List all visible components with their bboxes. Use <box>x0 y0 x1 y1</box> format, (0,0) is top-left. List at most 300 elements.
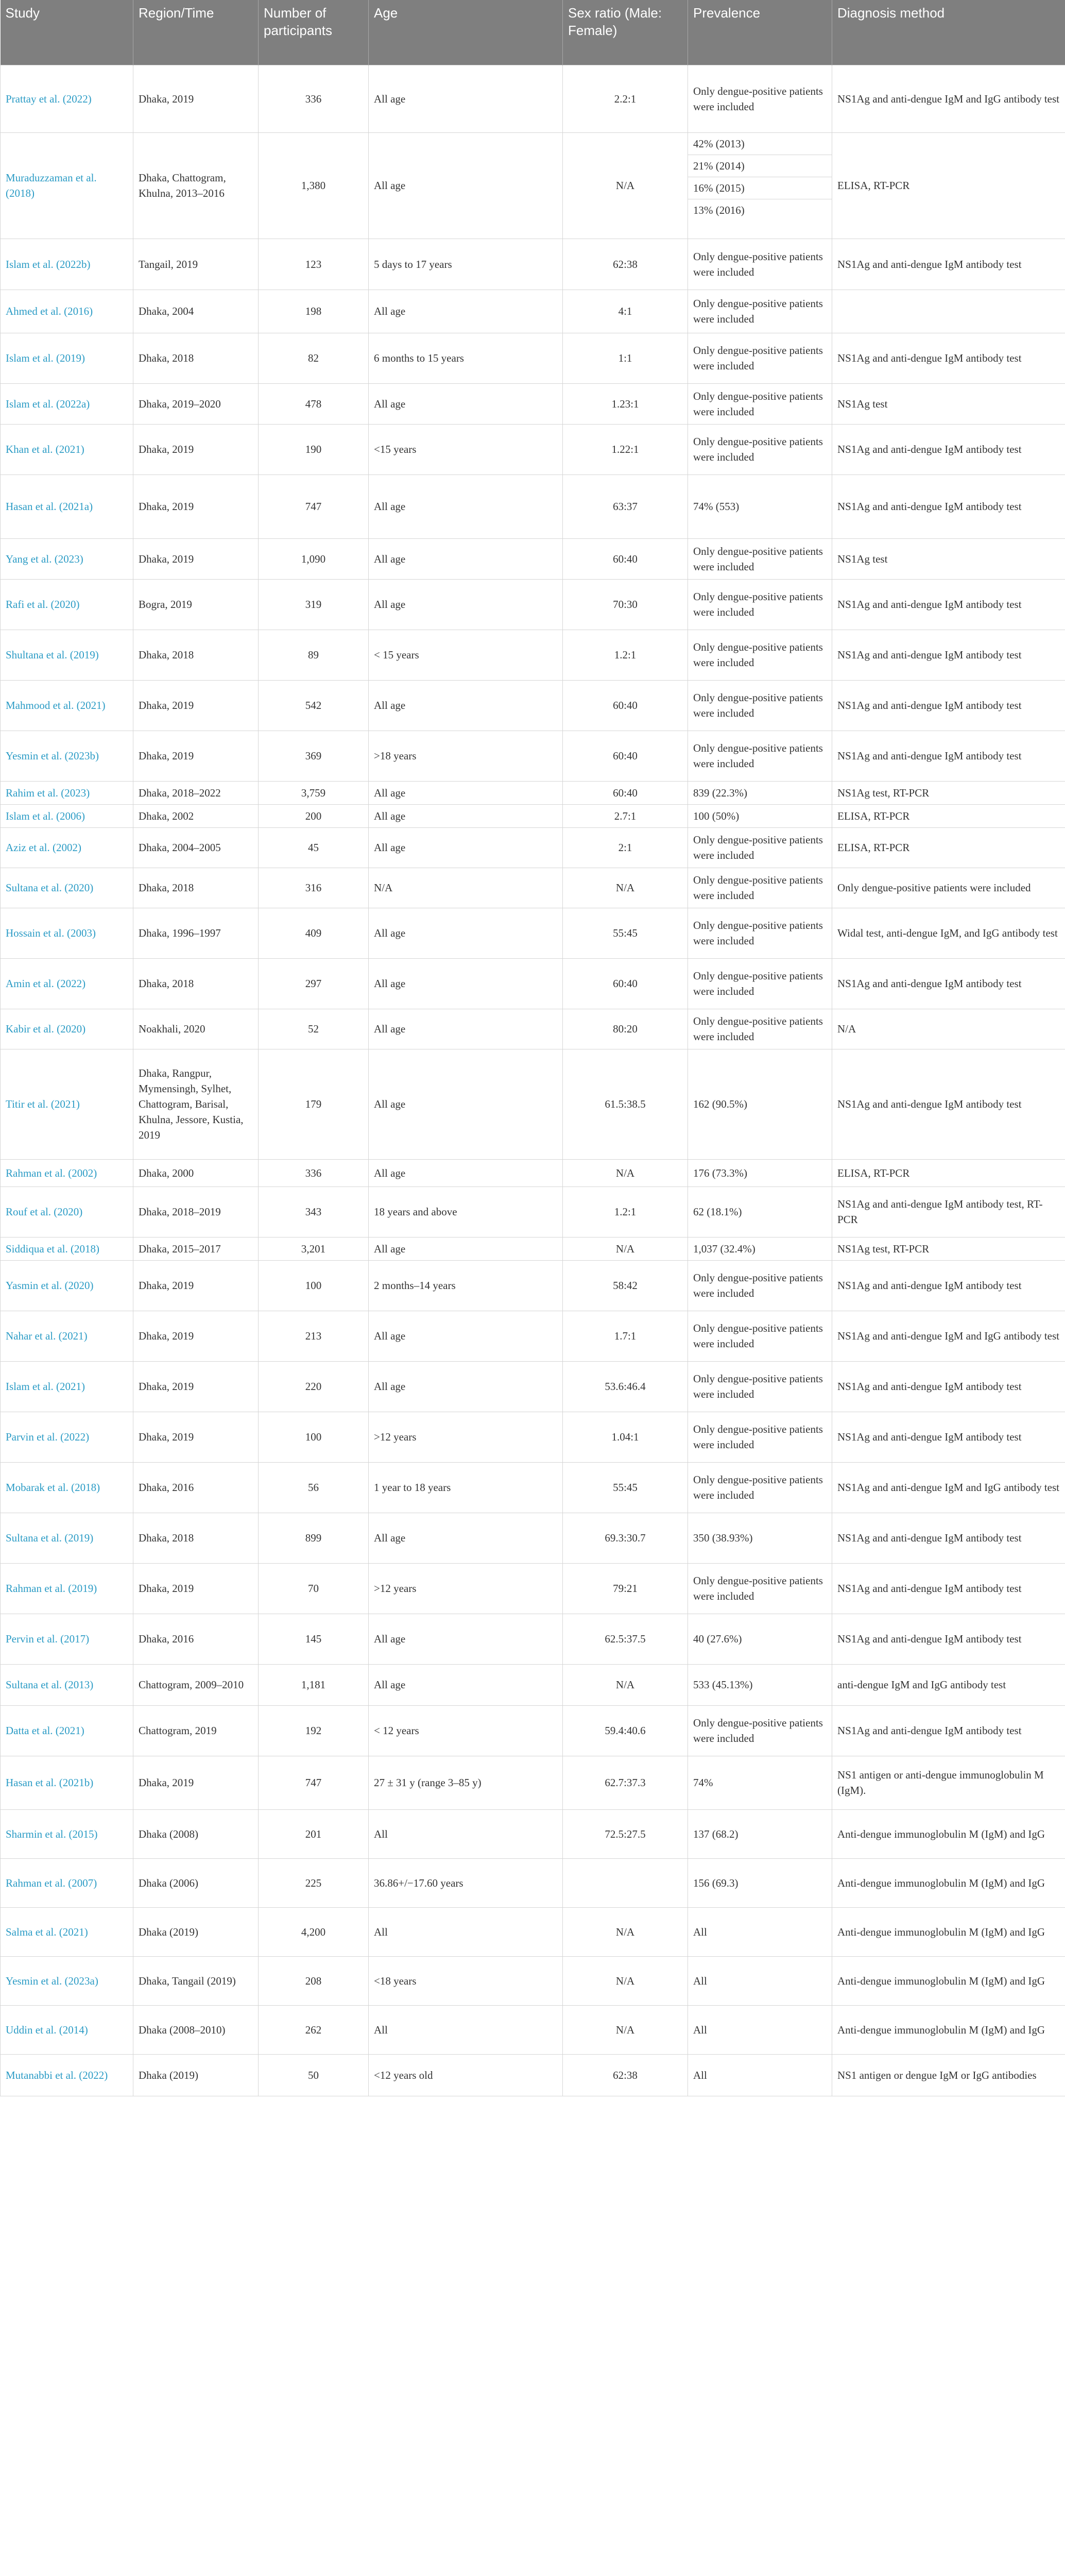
header-participants: Number of participants <box>259 0 369 65</box>
sex-ratio-cell: 70:30 <box>563 579 688 630</box>
prevalence-cell: Only dengue-positive patients were included <box>688 333 832 383</box>
region-time-cell: Dhaka, 2019 <box>133 424 259 474</box>
table-row <box>1 1614 1065 1664</box>
age-cell: 6 months to 15 years <box>369 333 563 383</box>
study-citation-link[interactable]: Rahman et al. (2019) <box>1 1563 133 1614</box>
diagnosis-method-cell: Anti-dengue immunoglobulin M (IgM) and IgG <box>832 2005 1065 2054</box>
table-row <box>1 538 1065 579</box>
region-time-cell: Dhaka, 2019 <box>133 1563 259 1614</box>
study-citation-link[interactable]: Datta et al. (2021) <box>1 1705 133 1756</box>
sex-ratio-cell: 62:38 <box>563 239 688 290</box>
table-row <box>1 239 1065 290</box>
sex-ratio-cell: 62.7:37.3 <box>563 1756 688 1809</box>
table-row <box>1 579 1065 630</box>
sex-ratio-cell: N/A <box>563 1237 688 1260</box>
prevalence-cell: Only dengue-positive patients were included <box>688 827 832 868</box>
prevalence-cell: 74% <box>688 1756 832 1809</box>
study-citation-link[interactable]: Titir et al. (2021) <box>1 1049 133 1159</box>
prevalence-subcell: 42% (2013) <box>688 133 832 155</box>
sex-ratio-cell: N/A <box>563 1664 688 1705</box>
participants-cell: 409 <box>259 908 369 958</box>
prevalence-cell: Only dengue-positive patients were included <box>688 383 832 424</box>
participants-cell: 369 <box>259 731 369 781</box>
study-citation-link[interactable]: Hossain et al. (2003) <box>1 908 133 958</box>
region-time-cell: Bogra, 2019 <box>133 579 259 630</box>
diagnosis-method-cell: NS1Ag and anti-dengue IgM antibody test <box>832 1513 1065 1563</box>
table-row <box>1 868 1065 908</box>
diagnosis-method-cell: NS1Ag and anti-dengue IgM antibody test <box>832 1049 1065 1159</box>
diagnosis-method-cell: ELISA, RT-PCR <box>832 804 1065 827</box>
prevalence-cell: All <box>688 1956 832 2005</box>
region-time-cell: Dhaka, 2016 <box>133 1462 259 1513</box>
region-time-cell: Dhaka, 2019 <box>133 538 259 579</box>
diagnosis-method-cell: NS1Ag and anti-dengue IgM antibody test <box>832 680 1065 731</box>
table-row <box>1 1260 1065 1311</box>
table-row <box>1 1907 1065 1956</box>
participants-cell: 336 <box>259 1159 369 1187</box>
diagnosis-method-cell: anti-dengue IgM and IgG antibody test <box>832 1664 1065 1705</box>
prevalence-cell: Only dengue-positive patients were included <box>688 731 832 781</box>
table-row <box>1 1664 1065 1705</box>
participants-cell: 478 <box>259 383 369 424</box>
diagnosis-method-cell: NS1Ag and anti-dengue IgM and IgG antibody test <box>832 1311 1065 1361</box>
region-time-cell: Dhaka (2019) <box>133 1907 259 1956</box>
prevalence-cell: Only dengue-positive patients were included <box>688 65 832 132</box>
diagnosis-method-cell: NS1Ag and anti-dengue IgM and IgG antibody test <box>832 65 1065 132</box>
prevalence-cell: 162 (90.5%) <box>688 1049 832 1159</box>
prevalence-cell: 62 (18.1%) <box>688 1187 832 1237</box>
table-row <box>1 290 1065 333</box>
region-time-cell: Dhaka, 2004–2005 <box>133 827 259 868</box>
participants-cell: 89 <box>259 630 369 680</box>
table-row <box>1 630 1065 680</box>
participants-cell: 542 <box>259 680 369 731</box>
prevalence-cell: Only dengue-positive patients were included <box>688 290 832 333</box>
table-row <box>1 1705 1065 1756</box>
region-time-cell: Dhaka, 2019 <box>133 1311 259 1361</box>
participants-cell: 70 <box>259 1563 369 1614</box>
prevalence-cell: Only dengue-positive patients were included <box>688 239 832 290</box>
age-cell: All age <box>369 1237 563 1260</box>
participants-cell: 3,759 <box>259 781 369 804</box>
participants-cell: 190 <box>259 424 369 474</box>
participants-cell: 50 <box>259 2054 369 2096</box>
prevalence-subcell: 16% (2015) <box>688 177 832 199</box>
table-row <box>1 1462 1065 1513</box>
participants-cell: 747 <box>259 1756 369 1809</box>
prevalence-cell: Only dengue-positive patients were included <box>688 958 832 1009</box>
prevalence-cell: All <box>688 2054 832 2096</box>
sex-ratio-cell: 80:20 <box>563 1009 688 1049</box>
participants-cell: 208 <box>259 1956 369 2005</box>
region-time-cell: Dhaka, 2019 <box>133 1260 259 1311</box>
sex-ratio-cell: 1.23:1 <box>563 383 688 424</box>
prevalence-cell: Only dengue-positive patients were included <box>688 868 832 908</box>
region-time-cell: Dhaka, 2019–2020 <box>133 383 259 424</box>
study-citation-link[interactable]: Islam et al. (2022a) <box>1 383 133 424</box>
sex-ratio-cell: 59.4:40.6 <box>563 1705 688 1756</box>
table-row <box>1 1159 1065 1187</box>
region-time-cell: Dhaka, 2018–2022 <box>133 781 259 804</box>
sex-ratio-cell: 62.5:37.5 <box>563 1614 688 1664</box>
table-row <box>1 804 1065 827</box>
diagnosis-method-cell: NS1Ag test, RT-PCR <box>832 781 1065 804</box>
study-citation-link[interactable]: Ahmed et al. (2016) <box>1 290 133 333</box>
prevalence-cell: 74% (553) <box>688 474 832 538</box>
study-citation-link[interactable]: Kabir et al. (2020) <box>1 1009 133 1049</box>
study-citation-link[interactable]: Islam et al. (2021) <box>1 1361 133 1412</box>
diagnosis-method-cell: NS1Ag and anti-dengue IgM antibody test, RT-PCR <box>832 1187 1065 1237</box>
table-row <box>1 1237 1065 1260</box>
table-row <box>1 1858 1065 1907</box>
region-time-cell: Dhaka, 2018–2019 <box>133 1187 259 1237</box>
participants-cell: 145 <box>259 1614 369 1664</box>
header-age: Age <box>369 0 563 65</box>
sex-ratio-cell: 72.5:27.5 <box>563 1809 688 1858</box>
participants-cell: 747 <box>259 474 369 538</box>
study-citation-link[interactable]: Shultana et al. (2019) <box>1 630 133 680</box>
age-cell: N/A <box>369 868 563 908</box>
region-time-cell: Dhaka (2006) <box>133 1858 259 1907</box>
diagnosis-method-cell: ELISA, RT-PCR <box>832 132 1065 239</box>
age-cell: 36.86+/−17.60 years <box>369 1858 563 1907</box>
age-cell: All age <box>369 579 563 630</box>
region-time-cell: Dhaka, 2018 <box>133 868 259 908</box>
table-row <box>1 1009 1065 1049</box>
region-time-cell: Dhaka, 2019 <box>133 1412 259 1462</box>
participants-cell: 220 <box>259 1361 369 1412</box>
study-citation-link[interactable]: Mobarak et al. (2018) <box>1 1462 133 1513</box>
region-time-cell: Dhaka, 2018 <box>133 1513 259 1563</box>
region-time-cell: Dhaka, 2019 <box>133 1361 259 1412</box>
participants-cell: 201 <box>259 1809 369 1858</box>
table-row <box>1 1956 1065 2005</box>
diagnosis-method-cell: NS1 antigen or anti-dengue immunoglobulin M (IgM). <box>832 1756 1065 1809</box>
table-body <box>1 65 1065 2096</box>
age-cell: All age <box>369 1009 563 1049</box>
diagnosis-method-cell: NS1Ag and anti-dengue IgM antibody test <box>832 630 1065 680</box>
study-citation-link[interactable]: Sultana et al. (2019) <box>1 1513 133 1563</box>
study-citation-link[interactable]: Siddiqua et al. (2018) <box>1 1237 133 1260</box>
sex-ratio-cell: N/A <box>563 2005 688 2054</box>
prevalence-cell: Only dengue-positive patients were included <box>688 630 832 680</box>
prevalence-cell: 350 (38.93%) <box>688 1513 832 1563</box>
age-cell: All age <box>369 1614 563 1664</box>
study-citation-link[interactable]: Uddin et al. (2014) <box>1 2005 133 2054</box>
participants-cell: 319 <box>259 579 369 630</box>
participants-cell: 213 <box>259 1311 369 1361</box>
study-citation-link[interactable]: Islam et al. (2006) <box>1 804 133 827</box>
diagnosis-method-cell: NS1Ag and anti-dengue IgM antibody test <box>832 424 1065 474</box>
prevalence-cell: Only dengue-positive patients were included <box>688 424 832 474</box>
study-citation-link[interactable]: Rahman et al. (2002) <box>1 1159 133 1187</box>
sex-ratio-cell <box>563 1858 688 1907</box>
diagnosis-method-cell: NS1Ag and anti-dengue IgM antibody test <box>832 239 1065 290</box>
age-cell: < 12 years <box>369 1705 563 1756</box>
age-cell: All age <box>369 474 563 538</box>
region-time-cell: Dhaka, 2018 <box>133 630 259 680</box>
age-cell: All age <box>369 781 563 804</box>
participants-cell: 82 <box>259 333 369 383</box>
sex-ratio-cell: 60:40 <box>563 731 688 781</box>
participants-cell: 4,200 <box>259 1907 369 1956</box>
sex-ratio-cell: 53.6:46.4 <box>563 1361 688 1412</box>
participants-cell: 1,181 <box>259 1664 369 1705</box>
prevalence-cell: All <box>688 2005 832 2054</box>
study-citation-link[interactable]: Rafi et al. (2020) <box>1 579 133 630</box>
age-cell: < 15 years <box>369 630 563 680</box>
diagnosis-method-cell: Widal test, anti-dengue IgM, and IgG antibody test <box>832 908 1065 958</box>
age-cell: 5 days to 17 years <box>369 239 563 290</box>
study-citation-link[interactable]: Prattay et al. (2022) <box>1 65 133 132</box>
age-cell: All <box>369 1809 563 1858</box>
table-row <box>1 2054 1065 2096</box>
diagnosis-method-cell: Anti-dengue immunoglobulin M (IgM) and IgG <box>832 1809 1065 1858</box>
age-cell: All age <box>369 1159 563 1187</box>
table-row <box>1 474 1065 538</box>
participants-cell: 1,090 <box>259 538 369 579</box>
study-citation-link[interactable]: Khan et al. (2021) <box>1 424 133 474</box>
study-citation-link[interactable]: Muraduzzaman et al. (2018) <box>1 132 133 239</box>
study-citation-link[interactable]: Yasmin et al. (2020) <box>1 1260 133 1311</box>
region-time-cell: Dhaka, 2019 <box>133 731 259 781</box>
sex-ratio-cell: 62:38 <box>563 2054 688 2096</box>
sex-ratio-cell: 55:45 <box>563 1462 688 1513</box>
table-row <box>1 333 1065 383</box>
age-cell: All <box>369 1907 563 1956</box>
diagnosis-method-cell: NS1Ag and anti-dengue IgM antibody test <box>832 1705 1065 1756</box>
sex-ratio-cell: 58:42 <box>563 1260 688 1311</box>
age-cell: All age <box>369 827 563 868</box>
study-citation-link[interactable]: Pervin et al. (2017) <box>1 1614 133 1664</box>
age-cell: All age <box>369 680 563 731</box>
age-cell: 1 year to 18 years <box>369 1462 563 1513</box>
participants-cell: 899 <box>259 1513 369 1563</box>
participants-cell: 262 <box>259 2005 369 2054</box>
age-cell: >12 years <box>369 1412 563 1462</box>
study-citation-link[interactable]: Amin et al. (2022) <box>1 958 133 1009</box>
table-row <box>1 827 1065 868</box>
prevalence-subcell: 13% (2016) <box>693 204 745 216</box>
sex-ratio-cell: 60:40 <box>563 538 688 579</box>
sex-ratio-cell: 2.2:1 <box>563 65 688 132</box>
participants-cell: 198 <box>259 290 369 333</box>
study-citation-link[interactable]: Rahman et al. (2007) <box>1 1858 133 1907</box>
table-row <box>1 2005 1065 2054</box>
header-sex-ratio: Sex ratio (Male: Female) <box>563 0 688 65</box>
region-time-cell: Dhaka, 2004 <box>133 290 259 333</box>
header-study: Study <box>1 0 133 65</box>
age-cell: <18 years <box>369 1956 563 2005</box>
diagnosis-method-cell: Anti-dengue immunoglobulin M (IgM) and IgG <box>832 1956 1065 2005</box>
study-citation-link[interactable]: Salma et al. (2021) <box>1 1907 133 1956</box>
sex-ratio-cell: 1.22:1 <box>563 424 688 474</box>
age-cell: <12 years old <box>369 2054 563 2096</box>
participants-cell: 123 <box>259 239 369 290</box>
participants-cell: 45 <box>259 827 369 868</box>
sex-ratio-cell: 60:40 <box>563 680 688 731</box>
prevalence-cell: Only dengue-positive patients were included <box>688 1361 832 1412</box>
prevalence-cell <box>688 132 832 239</box>
sex-ratio-cell: 2.7:1 <box>563 804 688 827</box>
age-cell: All age <box>369 958 563 1009</box>
participants-cell: 192 <box>259 1705 369 1756</box>
prevalence-cell: Only dengue-positive patients were included <box>688 1705 832 1756</box>
sex-ratio-cell: 61.5:38.5 <box>563 1049 688 1159</box>
age-cell: All age <box>369 1664 563 1705</box>
region-time-cell: Noakhali, 2020 <box>133 1009 259 1049</box>
diagnosis-method-cell: NS1Ag and anti-dengue IgM antibody test <box>832 958 1065 1009</box>
prevalence-cell: Only dengue-positive patients were included <box>688 1412 832 1462</box>
table-row <box>1 731 1065 781</box>
region-time-cell: Chattogram, 2019 <box>133 1705 259 1756</box>
table-row <box>1 1809 1065 1858</box>
header-prevalence: Prevalence <box>688 0 832 65</box>
region-time-cell: Dhaka, 2002 <box>133 804 259 827</box>
study-citation-link[interactable]: Hasan et al. (2021a) <box>1 474 133 538</box>
sex-ratio-cell: 55:45 <box>563 908 688 958</box>
diagnosis-method-cell: Anti-dengue immunoglobulin M (IgM) and IgG <box>832 1907 1065 1956</box>
sex-ratio-cell: 4:1 <box>563 290 688 333</box>
table-row <box>1 132 1065 239</box>
sex-ratio-cell: 69.3:30.7 <box>563 1513 688 1563</box>
region-time-cell: Dhaka, 2019 <box>133 1756 259 1809</box>
region-time-cell: Dhaka, 2015–2017 <box>133 1237 259 1260</box>
diagnosis-method-cell: ELISA, RT-PCR <box>832 827 1065 868</box>
prevalence-cell: Only dengue-positive patients were included <box>688 1462 832 1513</box>
region-time-cell: Dhaka, 2019 <box>133 65 259 132</box>
study-citation-link[interactable]: Rahim et al. (2023) <box>1 781 133 804</box>
age-cell: 27 ± 31 y (range 3–85 y) <box>369 1756 563 1809</box>
prevalence-cell: All <box>688 1907 832 1956</box>
diagnosis-method-cell <box>832 290 1065 333</box>
table-row <box>1 1361 1065 1412</box>
sex-ratio-cell: N/A <box>563 868 688 908</box>
sex-ratio-cell: 60:40 <box>563 781 688 804</box>
prevalence-subcell: 21% (2014) <box>688 155 832 177</box>
sex-ratio-cell: 2:1 <box>563 827 688 868</box>
age-cell: 18 years and above <box>369 1187 563 1237</box>
study-citation-link[interactable]: Islam et al. (2019) <box>1 333 133 383</box>
table-row <box>1 1513 1065 1563</box>
prevalence-cell: Only dengue-positive patients were included <box>688 538 832 579</box>
age-cell: All age <box>369 383 563 424</box>
diagnosis-method-cell: NS1Ag and anti-dengue IgM antibody test <box>832 731 1065 781</box>
sex-ratio-cell: 1.2:1 <box>563 1187 688 1237</box>
participants-cell: 225 <box>259 1858 369 1907</box>
header-region: Region/Time <box>133 0 259 65</box>
diagnosis-method-cell: Only dengue-positive patients were included <box>832 868 1065 908</box>
participants-cell: 3,201 <box>259 1237 369 1260</box>
table-row <box>1 680 1065 731</box>
study-citation-link[interactable]: Sultana et al. (2013) <box>1 1664 133 1705</box>
table-row <box>1 1187 1065 1237</box>
study-citation-link[interactable]: Sharmin et al. (2015) <box>1 1809 133 1858</box>
region-time-cell: Tangail, 2019 <box>133 239 259 290</box>
prevalence-cell: 137 (68.2) <box>688 1809 832 1858</box>
age-cell: All age <box>369 1361 563 1412</box>
diagnosis-method-cell: NS1Ag and anti-dengue IgM and IgG antibody test <box>832 1462 1065 1513</box>
age-cell: 2 months–14 years <box>369 1260 563 1311</box>
study-citation-link[interactable]: Sultana et al. (2020) <box>1 868 133 908</box>
sex-ratio-cell: N/A <box>563 132 688 239</box>
region-time-cell: Dhaka (2019) <box>133 2054 259 2096</box>
participants-cell: 179 <box>259 1049 369 1159</box>
region-time-cell: Dhaka, Chattogram, Khulna, 2013–2016 <box>133 132 259 239</box>
sex-ratio-cell: 1.04:1 <box>563 1412 688 1462</box>
age-cell: All <box>369 2005 563 2054</box>
age-cell: All age <box>369 65 563 132</box>
table-row <box>1 908 1065 958</box>
diagnosis-method-cell: N/A <box>832 1009 1065 1049</box>
region-time-cell: Dhaka, 2000 <box>133 1159 259 1187</box>
region-time-cell: Dhaka, 2018 <box>133 958 259 1009</box>
age-cell: All age <box>369 290 563 333</box>
prevalence-cell: Only dengue-positive patients were included <box>688 579 832 630</box>
region-time-cell: Dhaka, 2016 <box>133 1614 259 1664</box>
prevalence-cell: Only dengue-positive patients were included <box>688 908 832 958</box>
table-row <box>1 383 1065 424</box>
participants-cell: 200 <box>259 804 369 827</box>
study-citation-link[interactable]: Nahar et al. (2021) <box>1 1311 133 1361</box>
study-citation-link[interactable]: Parvin et al. (2022) <box>1 1412 133 1462</box>
study-citation-link[interactable]: Hasan et al. (2021b) <box>1 1756 133 1809</box>
diagnosis-method-cell: NS1Ag and anti-dengue IgM antibody test <box>832 1614 1065 1664</box>
table-row <box>1 1756 1065 1809</box>
prevalence-cell: Only dengue-positive patients were included <box>688 1009 832 1049</box>
prevalence-cell: 839 (22.3%) <box>688 781 832 804</box>
diagnosis-method-cell: NS1Ag and anti-dengue IgM antibody test <box>832 474 1065 538</box>
participants-cell: 56 <box>259 1462 369 1513</box>
age-cell: <15 years <box>369 424 563 474</box>
diagnosis-method-cell: NS1Ag and anti-dengue IgM antibody test <box>832 579 1065 630</box>
prevalence-cell: 1,037 (32.4%) <box>688 1237 832 1260</box>
participants-cell: 336 <box>259 65 369 132</box>
age-cell: >12 years <box>369 1563 563 1614</box>
study-citation-link[interactable]: Mahmood et al. (2021) <box>1 680 133 731</box>
sex-ratio-cell: 79:21 <box>563 1563 688 1614</box>
participants-cell: 316 <box>259 868 369 908</box>
study-citation-link[interactable]: Aziz et al. (2002) <box>1 827 133 868</box>
age-cell: All age <box>369 804 563 827</box>
study-citation-link[interactable]: Yesmin et al. (2023b) <box>1 731 133 781</box>
sex-ratio-cell: 1.7:1 <box>563 1311 688 1361</box>
diagnosis-method-cell: NS1Ag and anti-dengue IgM antibody test <box>832 1361 1065 1412</box>
participants-cell: 100 <box>259 1412 369 1462</box>
diagnosis-method-cell: NS1Ag and anti-dengue IgM antibody test <box>832 1260 1065 1311</box>
sex-ratio-cell: 1:1 <box>563 333 688 383</box>
table-row <box>1 65 1065 132</box>
diagnosis-method-cell: NS1 antigen or dengue IgM or IgG antibodies <box>832 2054 1065 2096</box>
age-cell: All age <box>369 132 563 239</box>
region-time-cell: Dhaka, 2019 <box>133 680 259 731</box>
study-citation-link[interactable]: Yang et al. (2023) <box>1 538 133 579</box>
age-cell: >18 years <box>369 731 563 781</box>
prevalence-cell: 533 (45.13%) <box>688 1664 832 1705</box>
prevalence-cell: Only dengue-positive patients were included <box>688 1563 832 1614</box>
table-row <box>1 424 1065 474</box>
study-citation-link[interactable]: Yesmin et al. (2023a) <box>1 1956 133 2005</box>
region-time-cell: Dhaka (2008–2010) <box>133 2005 259 2054</box>
study-citation-link[interactable]: Rouf et al. (2020) <box>1 1187 133 1237</box>
region-time-cell: Dhaka (2008) <box>133 1809 259 1858</box>
region-time-cell: Dhaka, Rangpur, Mymensingh, Sylhet, Chattogram, Barisal, Khulna, Jessore, Kustia, 2019 <box>133 1049 259 1159</box>
study-citation-link[interactable]: Islam et al. (2022b) <box>1 239 133 290</box>
table-header-row <box>1 0 1065 65</box>
region-time-cell: Dhaka, 2018 <box>133 333 259 383</box>
age-cell: All age <box>369 908 563 958</box>
study-citation-link[interactable]: Mutanabbi et al. (2022) <box>1 2054 133 2096</box>
